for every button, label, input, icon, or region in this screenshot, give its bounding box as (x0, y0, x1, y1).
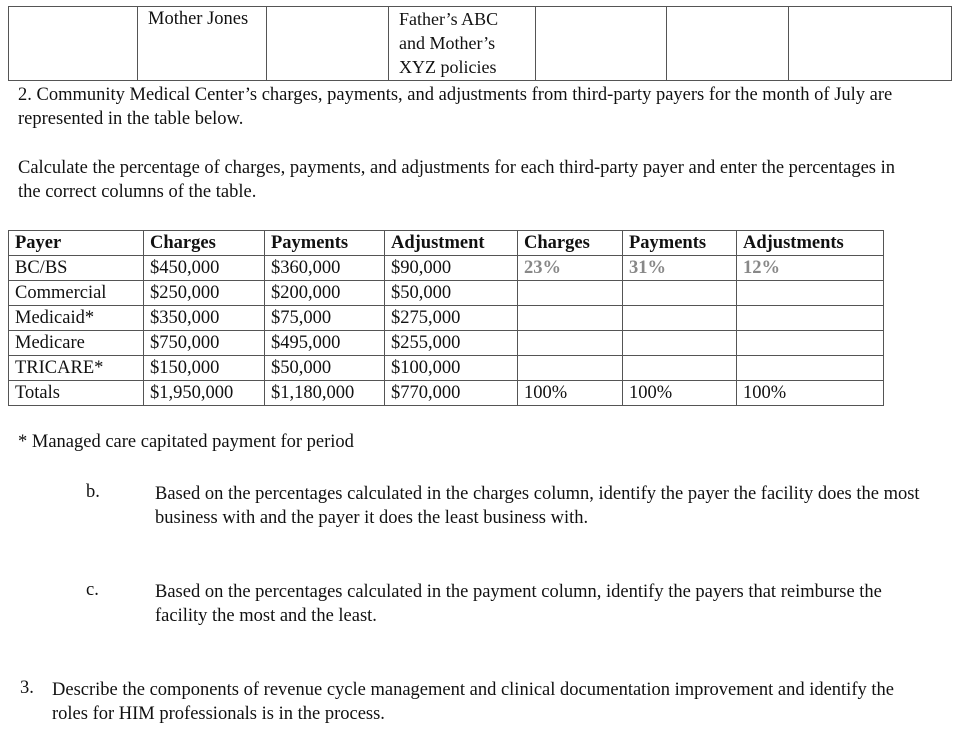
percentage-cell: 100% (737, 381, 884, 406)
column-header: Adjustment (385, 231, 518, 256)
top-cell (667, 7, 789, 81)
percentage-cell (623, 281, 737, 306)
table-cell: $200,000 (265, 281, 385, 306)
table-cell: $350,000 (144, 306, 265, 331)
top-cell (9, 7, 138, 81)
table-cell: $750,000 (144, 331, 265, 356)
question-c-body: Based on the percentages calculated in the payment column, identify the payers that reimburse the facility the most and the least. (155, 582, 882, 626)
table-cell: $50,000 (265, 356, 385, 381)
table-cell: $50,000 (385, 281, 518, 306)
column-header: Payer (9, 231, 144, 256)
table-cell: $275,000 (385, 306, 518, 331)
percentage-cell (518, 281, 623, 306)
percentage-cell (737, 306, 884, 331)
table-cell: $250,000 (144, 281, 265, 306)
percentage-cell: 23% (518, 256, 623, 281)
table-row (9, 381, 884, 406)
table-cell: BC/BS (9, 256, 144, 281)
percentage-cell (623, 331, 737, 356)
percentage-cell (737, 281, 884, 306)
percentage-cell: 31% (623, 256, 737, 281)
table-cell: TRICARE* (9, 356, 144, 381)
top-cell (536, 7, 667, 81)
table-row (9, 281, 884, 306)
question-3-body: Describe the components of revenue cycle management and clinical documentation improvement and identify the roles for HIM professionals is in the process. (52, 680, 894, 724)
question-2 (18, 83, 918, 131)
instruction (18, 156, 918, 204)
top-cell: Mother Jones (138, 7, 267, 81)
percentage-cell: 100% (518, 381, 623, 406)
table-cell: $255,000 (385, 331, 518, 356)
percentage-cell (518, 306, 623, 331)
question-c-text (155, 580, 915, 628)
column-header: Adjustments (737, 231, 884, 256)
percentage-cell (623, 306, 737, 331)
instruction-text: Calculate the percentage of charges, payments, and adjustments for each third-party payer and enter the percentages in the correct columns of the table. (18, 158, 896, 202)
table-cell: $75,000 (265, 306, 385, 331)
column-header: Charges (518, 231, 623, 256)
percentage-cell (737, 356, 884, 381)
question-number: 2. (18, 85, 32, 105)
percentage-cell (518, 356, 623, 381)
column-header: Charges (144, 231, 265, 256)
table-cell: $360,000 (265, 256, 385, 281)
table-row (9, 356, 884, 381)
table-cell: $1,950,000 (144, 381, 265, 406)
table-cell: Totals (9, 381, 144, 406)
question-3-text (52, 678, 932, 726)
question-3-number: 3. (20, 678, 34, 698)
table-row (9, 306, 884, 331)
question-c-label: c. (86, 580, 99, 600)
table-cell: $1,180,000 (265, 381, 385, 406)
table-cell: Medicaid* (9, 306, 144, 331)
percentage-cell: 100% (623, 381, 737, 406)
question-b-label: b. (86, 482, 100, 502)
percentage-cell (737, 331, 884, 356)
top-cell: Father’s ABC and Mother’s XYZ policies (389, 7, 536, 81)
table-cell: Commercial (9, 281, 144, 306)
column-header: Payments (265, 231, 385, 256)
top-cell (267, 7, 389, 81)
table-row (9, 256, 884, 281)
percentage-cell (518, 331, 623, 356)
percentage-cell (623, 356, 737, 381)
table-cell: $450,000 (144, 256, 265, 281)
question-text: Community Medical Center’s charges, payments, and adjustments from third-party payers for the month of July are represented in the table below. (18, 85, 893, 129)
table-cell: $100,000 (385, 356, 518, 381)
percentage-cell: 12% (737, 256, 884, 281)
footnote: * Managed care capitated payment for period (18, 432, 354, 452)
top-table (8, 6, 952, 81)
column-header: Payments (623, 231, 737, 256)
payer-table (8, 230, 884, 406)
table-cell: Medicare (9, 331, 144, 356)
question-b-text (155, 482, 925, 530)
question-b-body: Based on the percentages calculated in the charges column, identify the payer the facility does the most business with and the payer it does the least business with. (155, 484, 920, 528)
table-cell: $770,000 (385, 381, 518, 406)
table-cell: $90,000 (385, 256, 518, 281)
table-cell: $150,000 (144, 356, 265, 381)
top-cell (789, 7, 952, 81)
table-cell: $495,000 (265, 331, 385, 356)
table-row (9, 331, 884, 356)
